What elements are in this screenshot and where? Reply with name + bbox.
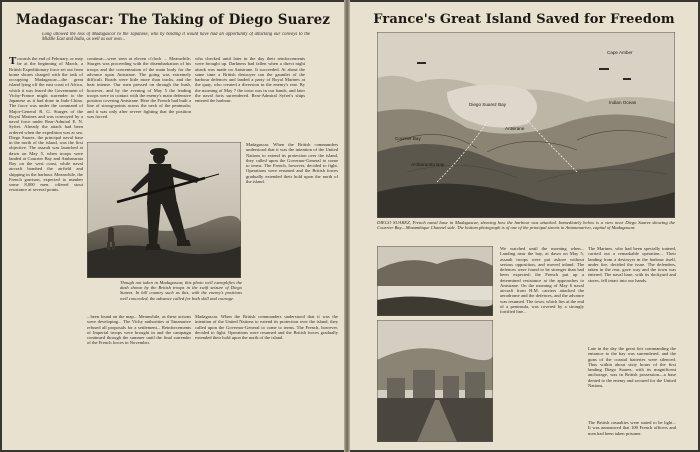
drop-cap: T xyxy=(9,56,17,67)
column-5: ...been found on the map... Meanwhile, as these actions were developing... The Vichy authorities at Tananarive refused all proposals for a settlement... Reinforcements of Imperial troops were brought in and the campaign continued through the summer until the final surrender of the French forces in November. xyxy=(87,314,191,346)
left-page-title: Madagascar: The Taking of Diego Suarez xyxy=(15,12,331,28)
column-6: Madagascar. When the British commanders understood that it was the intention of the United Nations to extend its protection over the island, they called upon the Governor-General to come to terms. The French, however, decided to fight. Operations were resumed and the British forces gradually extended their hold upon the north of the island. xyxy=(195,314,338,340)
map-label-courrier: Courrier Bay xyxy=(395,136,421,141)
right-page-title: France's Great Island Saved for Freedom xyxy=(373,12,675,27)
right-column-4: The British casualties were stated to be light... It was announced that 100 French officers and men had been taken prisoner. xyxy=(588,420,676,436)
harbour-photo xyxy=(377,246,493,316)
column-1 xyxy=(9,56,83,444)
relief-map-image xyxy=(377,32,675,218)
column-2: continue—were seen at eleven o'clock ... Meanwhile, Sturges was proceeding with the disembarkation of his troops and the concentration of the main body for the advance upon Antsirane. The going was extremely difficult. Roads were little more than tracks, and the heat intense. Our men pressed on through the bush, however, and by the evening of May 5 the leading troops were in contact with the enemy's main defensive position covering Antsirane. Here the French had built a line of strong-points across the neck of the peninsula; and it was only after severe fighting that the position was forced. xyxy=(87,56,191,119)
right-column-1: We watched until the morning when... Landing near the bay, at dawn on May 5, assault troops were put ashore without serious opposition, and moved inland. The defences were found to be stronger than had been expected; the French put up a determined resistance at the approaches to Antsirane. On the morning of May 6 naval aircraft from H.M. carriers attacked the aerodrome and the defences, and the advance was resumed. The town, which lies at the end of a peninsula, was covered by a strongly fortified line... xyxy=(500,246,584,314)
map-label-ambararata: Ambararata Bay xyxy=(411,162,445,167)
map-label-bay: Diego Suarez Bay xyxy=(469,102,507,107)
map-label-town: Antsirane xyxy=(505,126,525,131)
street-photo-image xyxy=(377,320,493,442)
photo-caption: Though not taken in Madagascar, this photo well exemplifies the dash shown by the British troops in the swift seizure of Diego Suarez. In hill country such as this, with the enemy's positions well concealed, the advance called for both skill and courage. xyxy=(120,280,242,301)
intro-paragraph: Long allowed the loss of Madagascar to the Japanese, who by holding it would have had an opportunity of attacking our convoys to the Middle East and India, as well as our own... xyxy=(42,32,310,43)
column-1-text: owards the end of February, or may be at the beginning of March, a British Expeditionary force set out from home shores charged with the task of occupying Madagascar—the great island lying off the east coast of Africa, which it was feared the Government of Vichy-France might surrender to the Japanese as it had done in Indo-China. The force was under the command of Major-General R. G. Sturges of the Royal Marines and was convoyed by a naval force under Rear-Admiral E. N. Syfret. Already the attack had been ordered when the expedition was at sea. Diego Suarez, the principal naval base in the north of the island, was the first objective. The assault was launched at dawn on May 5, when troops were landed at Courrier Bay and Ambararata Bay on the west coast, while naval aircraft bombed the airfield and shipping in the harbour. Meanwhile, the French garrison, expected to number some 8,000 men, offered stout resistance at several points. xyxy=(9,56,83,193)
left-page xyxy=(2,2,344,450)
diego-suarez-map xyxy=(377,32,675,218)
map-caption: DIEGO SUAREZ, French naval base in Madagascar, showing how the harbour was attacked. Immediately below is a view near Diego Suarez showing the Courrier Bay—Mozambique Channel side. The bottom photograph is of one of the principal streets in Antananarivo, capital of Madagascar. xyxy=(377,220,675,231)
right-page xyxy=(350,2,698,450)
soldier-photo-image xyxy=(87,142,241,278)
map-label-sea: Indian Ocean xyxy=(609,100,637,105)
soldier-photo xyxy=(87,142,241,278)
column-3: who checked until later in the day their reinforcements were brought up. Darkness had fallen when a direct night attack was made on Antsirane. It succeeded. At about the same time a British destroyer ran the gauntlet of the harbour defences and landed a party of Royal Marines at the quay, who created a diversion in the enemy's rear. By the morning of May 7 the town was in our hands, and later the naval forts surrendered. Rear-Admiral Syfret's ships entered the harbour. xyxy=(195,56,305,103)
column-4: Madagascar. When the British commanders understood that it was the intention of the United Nations to extend its protection over the island, they called upon the Governor-General to come to terms. The French, however, decided to fight. Operations were resumed and the British forces gradually extended their hold upon the north of the island. xyxy=(246,142,338,184)
right-column-3: Late in the day the great fort commanding the entrance to the bay was surrendered, and the guns of the coastal batteries were silenced. Thus within about sixty hours of the first landing Diego Suarez, with its magnificent anchorage, was in British possession—a base denied to the enemy and secured for the United Nations. xyxy=(588,346,676,388)
map-label-cape: Cape Amber xyxy=(607,50,633,55)
right-column-2: The Marines, who had been specially trained, carried out a remarkable operation... Their landing from a destroyer in the harbour itself, under fire, decided the issue. The defenders, taken in the rear, gave way and the town was entered. The naval base, with its dockyard and stores, fell intact into our hands. xyxy=(588,246,676,283)
street-photo xyxy=(377,320,493,442)
harbour-photo-image xyxy=(377,246,493,316)
